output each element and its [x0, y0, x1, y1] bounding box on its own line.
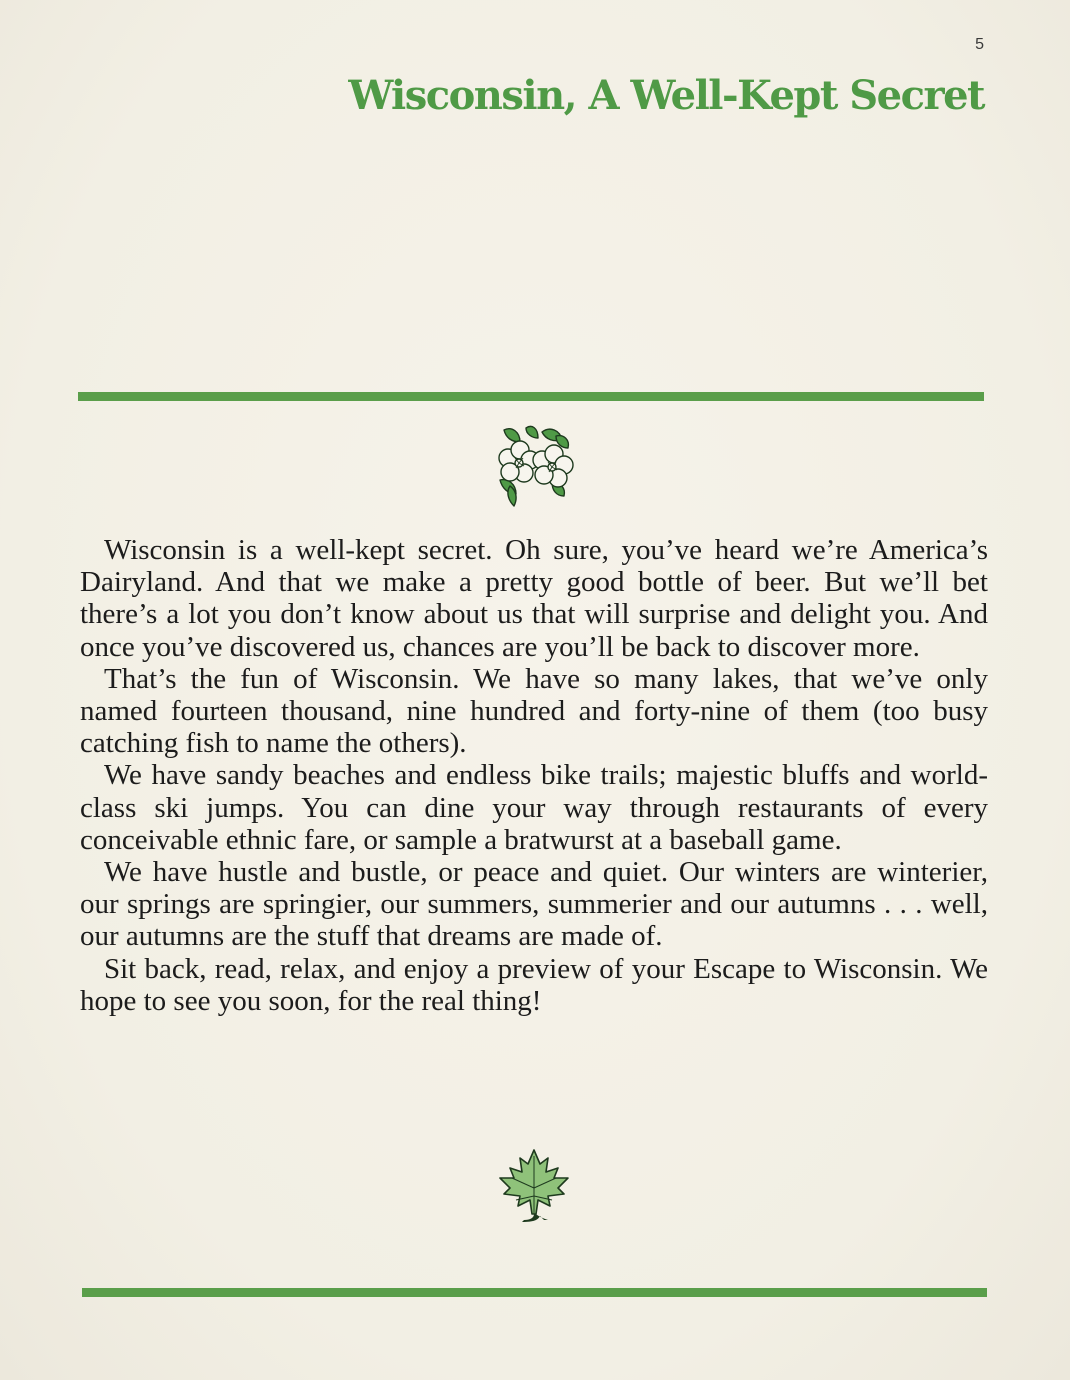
intro-text — [80, 534, 988, 1017]
paragraph: Sit back, read, relax, and enjoy a preview of your Escape to Wisconsin. We hope to see you soon, for the real thing! — [80, 952, 988, 1017]
paragraph: We have sandy beaches and endless bike trails; majestic bluffs and world-class ski jumps. You can dine your way through restaurants of every conceivable ethnic fare, or sample a bratwurst at a baseball game. — [80, 759, 988, 856]
paragraph: We have hustle and bustle, or peace and quiet. Our winters are winterier, our springs are springier, our summers, summerier and our autumns . . . well, our autumns are the stuff that dreams are made of. — [80, 856, 988, 953]
paragraph: Wisconsin is a well-kept secret. Oh sure, you’ve heard we’re America’s Dairyland. And that we make a pretty good bottle of beer. But we’ll bet there’s a lot you don’t know about us that will surprise and delight you. And once you’ve discovered us, chances are you’ll be back to discover more. — [80, 534, 988, 663]
bottom-divider — [82, 1288, 987, 1297]
page-number: 5 — [975, 36, 984, 53]
top-divider — [78, 392, 984, 401]
paragraph: That’s the fun of Wisconsin. We have so many lakes, that we’ve only named fourteen thousand, nine hundred and forty-nine of them (too busy catching fish to name the others). — [80, 662, 988, 760]
page-title: Wisconsin, A Well-Kept Secret — [348, 72, 984, 119]
apple-blossom-icon — [486, 420, 580, 508]
maple-leaf-icon — [494, 1148, 574, 1224]
